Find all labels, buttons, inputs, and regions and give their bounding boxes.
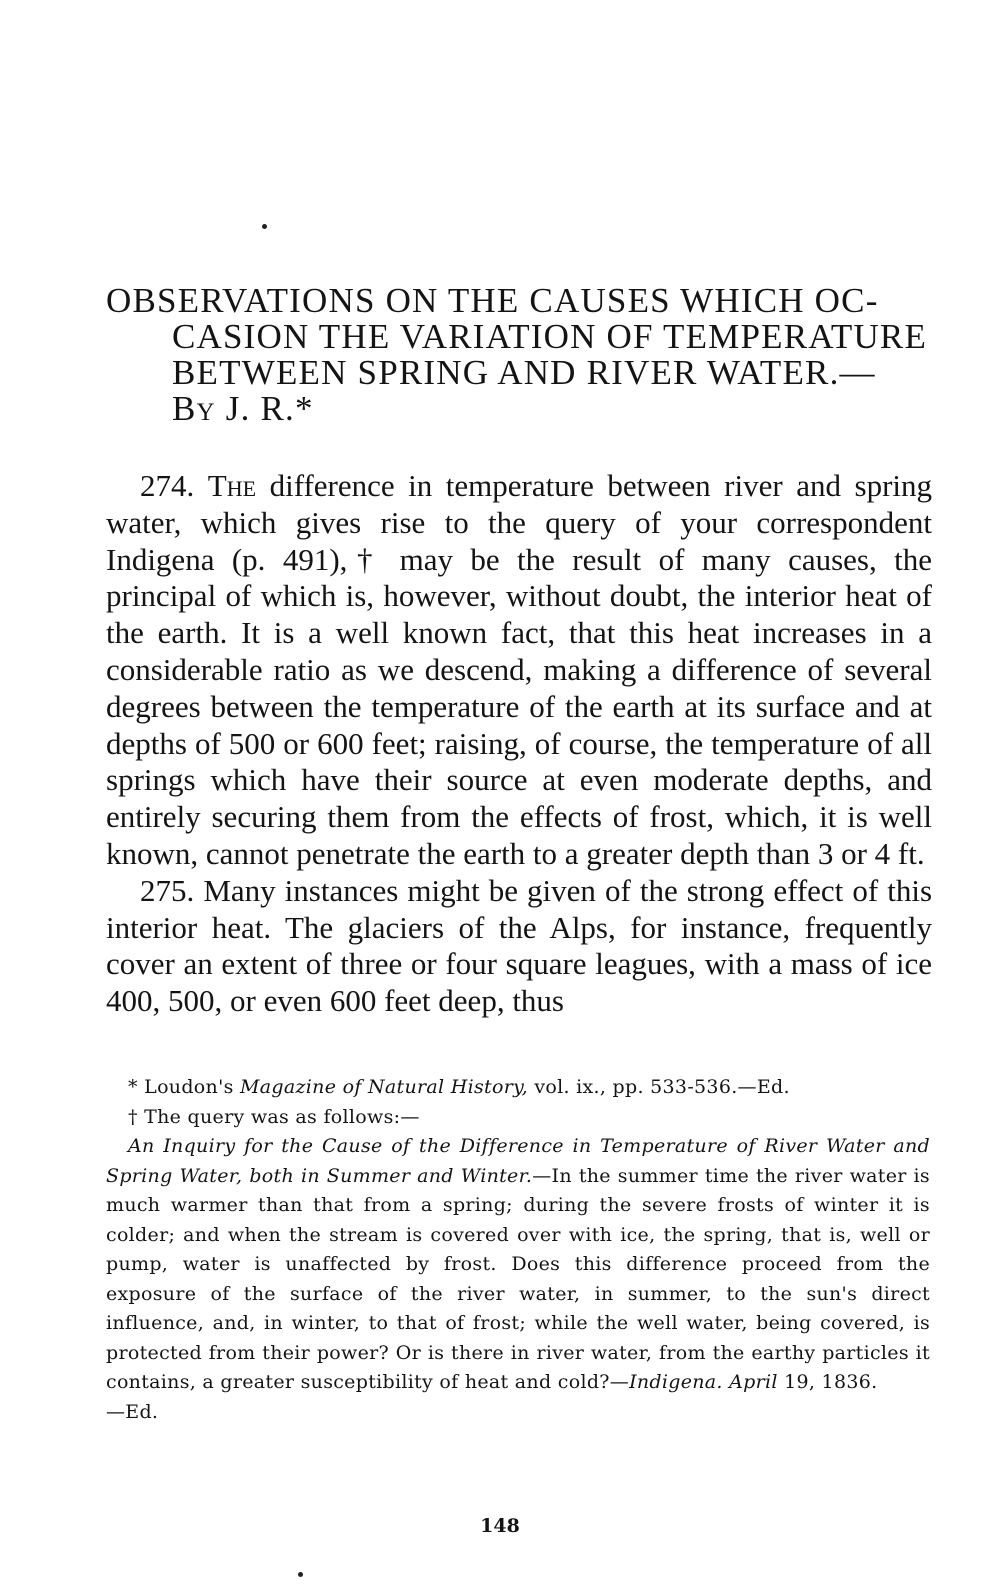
title-line-1: OBSERVATIONS ON THE CAUSES WHICH OC-	[106, 281, 879, 320]
top-printer-dot	[262, 224, 267, 229]
title-line-2: CASION THE VARIATION OF TEMPERATURE	[172, 317, 928, 356]
article-body	[106, 468, 932, 1020]
paragraph-number: 274.	[140, 468, 195, 503]
paragraph-lead-word: The	[207, 468, 257, 503]
footnotes	[106, 1073, 930, 1427]
footnote-2-end	[106, 1398, 930, 1428]
paragraph-274	[106, 468, 932, 873]
article-title	[106, 283, 936, 427]
query-text: —In the summer time the river water is much warmer than that from a spring; during the severe frosts of winter it is colder; and when the stream is covered over with ice, the spring, that is, well or pump, water is unaffected by frost. Does this difference proceed from the exposure of the surface of the river water, in summer, to the sun's direct influence, and, in winter, to that of frost; while the well water, being covered, is protected from their power? Or is there in river water, from the earthy particles it contains, a greater susceptibility of heat and cold?—	[106, 1164, 930, 1393]
query-signature: Indigena.	[629, 1371, 723, 1393]
footnote-text: The query was as follows:—	[144, 1105, 420, 1128]
query-title: An Inquiry for the Cause of the Difference in Temperature of River Water and Spring Water, both in Summer and Winter.	[106, 1135, 930, 1187]
page-number: 148	[480, 1515, 520, 1537]
footnote-text: Loudon's	[144, 1076, 234, 1098]
editor-mark: —Ed.	[106, 1400, 159, 1423]
bottom-printer-dot	[298, 1572, 303, 1577]
footnote-1	[106, 1073, 930, 1103]
footnote-mark: *	[128, 1076, 138, 1098]
footnote-mark: †	[128, 1105, 138, 1128]
title-byline: By J. R.*	[172, 389, 314, 428]
footnote-2-query	[106, 1132, 930, 1398]
title-line-3: BETWEEN SPRING AND RIVER WATER.—	[172, 353, 876, 392]
footnote-2	[106, 1103, 930, 1133]
paragraph-number: 275.	[140, 872, 195, 908]
query-date: 19, 1836.	[784, 1371, 878, 1393]
journal-title: Magazine of Natural History,	[240, 1076, 528, 1098]
footnote-reference: vol. ix., pp. 533-536.—Ed.	[534, 1076, 790, 1098]
paragraph-275	[106, 873, 932, 1020]
paragraph-text: Many instances might be given of the strong effect of this interior heat. The glaciers of the Alps, for instance, frequently cover an extent of three or four square leagues, with a mass of ice 400, 500, or even 600 feet deep, thus	[106, 872, 933, 1019]
paragraph-text: difference in temperature between river and spring water, which gives rise to the query of your correspondent Indigena (p. 491),† may be the result of many causes, the principal of which is, however, without doubt, the interior heat of the earth. It is a well known fact, that this heat increases in a considerable ratio as we descend, making a difference of several degrees between the temperature of the earth at its surface and at depths of 500 or 600 feet; raising, of course, the temperature of all springs which have their source at even moderate depths, and entirely securing them from the effects of frost, which, it is well known, cannot penetrate the earth to a greater depth than 3 or 4 ft.	[106, 468, 933, 871]
query-date-month: April	[729, 1371, 778, 1393]
